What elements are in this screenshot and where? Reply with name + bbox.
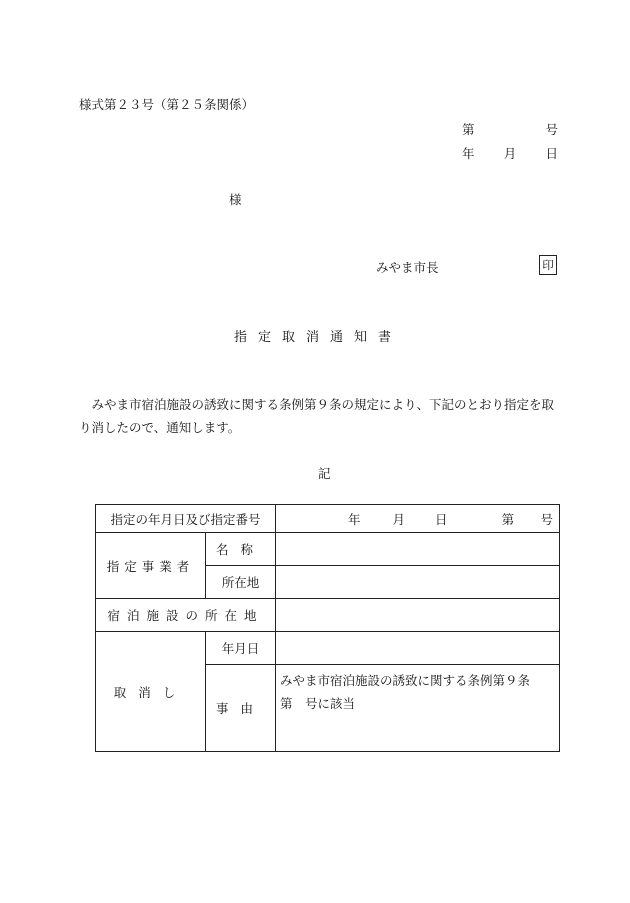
- reason-line-2: 第 号に該当: [280, 696, 356, 711]
- operator-label: 指定事業者: [96, 533, 206, 599]
- cancel-date-value: [276, 632, 560, 665]
- row1-number-suffix: 号: [540, 511, 553, 527]
- date-day: 日: [545, 146, 558, 161]
- reason-label: 事由: [206, 665, 276, 752]
- cancel-date-label: 年月日: [206, 632, 276, 665]
- cancellation-label: 取消し: [96, 632, 206, 752]
- date-month: 月: [503, 146, 517, 161]
- detail-table: [95, 504, 560, 752]
- issuer-name: みやま市長: [376, 260, 439, 275]
- table-row: [96, 599, 560, 632]
- table-row: [96, 632, 560, 665]
- document-title: 指定取消通知書: [234, 330, 403, 345]
- document-number-line: [462, 120, 558, 138]
- reason-value: [276, 665, 560, 752]
- address-value: [276, 566, 560, 599]
- table-row: [96, 533, 560, 566]
- row1-number-prefix: 第: [501, 511, 515, 527]
- facility-address-label: 宿泊施設の所在地: [96, 599, 276, 632]
- reason-line-1: みやま市宿泊施設の誘致に関する条例第９条: [280, 673, 531, 688]
- form-number: 様式第２３号（第２５条関係）: [79, 97, 255, 112]
- body-paragraph: みやま市宿泊施設の誘致に関する条例第９条の規定により、下記のとおり指定を取り消したので、通知します。: [79, 397, 555, 435]
- table-row: [96, 505, 560, 533]
- row1-day: 日: [435, 511, 448, 527]
- name-value: [276, 533, 560, 566]
- date-year: 年: [462, 146, 475, 161]
- facility-address-value: [276, 599, 560, 632]
- designation-date-number-label: 指定の年月日及び指定番号: [96, 505, 276, 533]
- ki-marker: 記: [318, 466, 331, 481]
- designation-date-number-cell: [276, 505, 560, 533]
- address-label: 所在地: [206, 566, 276, 599]
- document-number-prefix: 第: [462, 122, 475, 137]
- document-date-line: [462, 144, 558, 162]
- addressee-honorific: 様: [229, 192, 242, 207]
- row1-month: 月: [392, 511, 406, 527]
- row1-year: 年: [348, 511, 361, 527]
- name-label: 名称: [206, 533, 276, 566]
- document-number-suffix: 号: [545, 122, 558, 137]
- seal-mark: 印: [539, 255, 557, 275]
